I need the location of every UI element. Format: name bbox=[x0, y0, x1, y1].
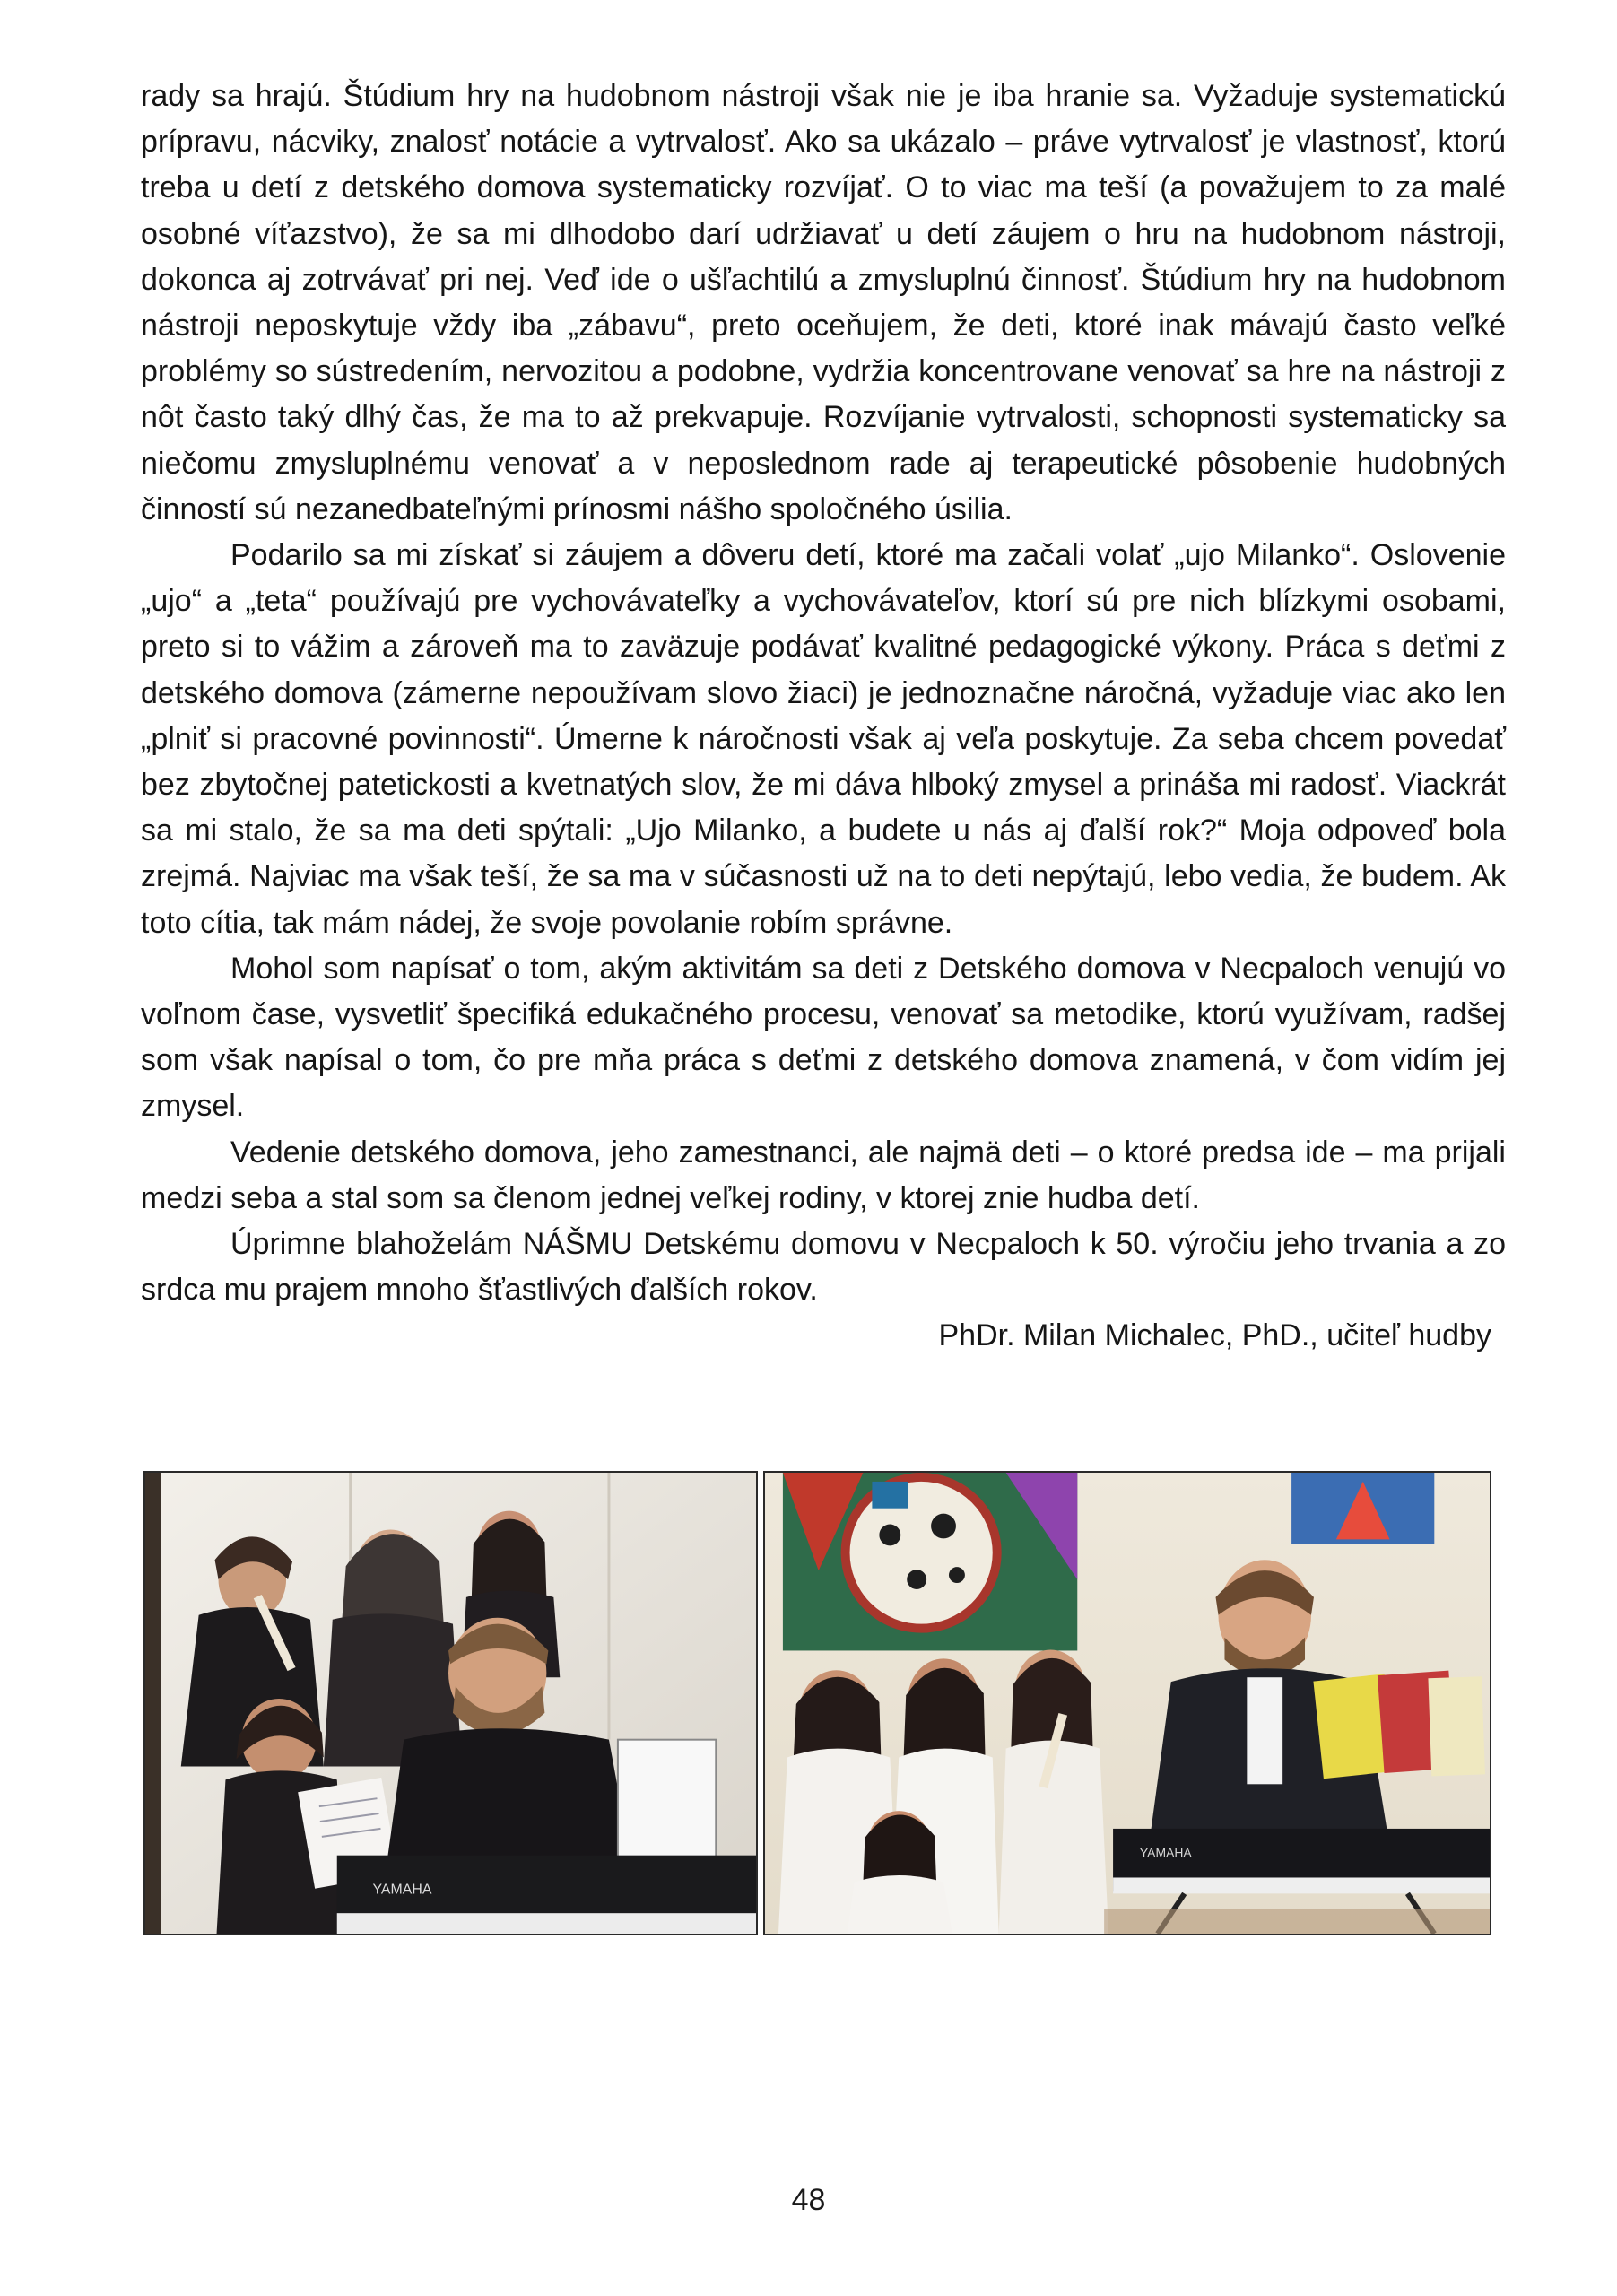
page-number: 48 bbox=[791, 2183, 826, 2217]
photo-left bbox=[143, 1471, 758, 1935]
photo-right bbox=[763, 1471, 1491, 1935]
photo-row bbox=[143, 1471, 1491, 1935]
photo-teacher-at-keyboard-icon bbox=[765, 1473, 1490, 1934]
paragraph-2: Podarilo sa mi získať si záujem a dôveru detí, ktoré ma začali volať „ujo Milanko“. Oslovenie „ujo“ a „teta“ používajú pre vychovávateľky a vychovávateľov, ktorí sú pre nich blízkymi osobami, preto si to vážim a zároveň ma to zaväzuje podávať kvalitné pedagogické výkony. Práca s deťmi z detského domova (zámerne nepoužívam slovo žiaci) je jednoznačne náročná, vyžaduje viac ako len „plniť si pracovné povinnosti“. Úmerne k náročnosti však aj veľa poskytuje. Za seba chcem povedať bez zbytočnej patetickosti a kvetnatých slov, že mi dáva hlboký zmysel a prináša mi radosť. Viackrát sa mi stalo, že sa ma deti spýtali: „Ujo Milanko, a budete u nás aj ďalší rok?“ Moja odpoveď bola zrejmá. Najviac ma však teší, že sa ma v súčasnosti už na to deti nepýtajú, lebo vedia, že budem. Ak toto cítia, tak mám nádej, že svoje povolanie robím správne. bbox=[141, 538, 1506, 940]
paragraph-1: rady sa hrajú. Štúdium hry na hudobnom nástroji však nie je iba hranie sa. Vyžaduje systematickú prípravu, nácviky, znalosť notácie a vytrvalosť. Ako sa ukázalo – práve vytrvalosť je vlastnosť, ktorú treba u detí z detského domova systematicky rozvíjať. O to viac ma teší (a považujem to za malé osobné víťazstvo), že sa mi dlhodobo darí udržiavať u detí záujem o hru na hudobnom nástroji, dokonca aj zotrvávať pri nej. Veď ide o ušľachtilú a zmysluplnú činnosť. Štúdium hry na hudobnom nástroji neposkytuje vždy iba „zábavu“, preto oceňujem, že deti, ktoré inak mávajú často veľké problémy so sústredením, nervozitou a podobne, vydržia koncentrovane venovať sa hre na nástroji z nôt často taký dlhý čas, že ma to až prekvapuje. Rozvíjanie vytrvalosti, schopnosti systematicky sa niečomu zmysluplnému venovať a v neposlednom rade aj terapeutické pôsobenie hudobných činností sú nezanedbateľnými prínosmi nášho spoločného úsilia. bbox=[141, 79, 1506, 526]
keyboard-brand-right: YAMAHA bbox=[1139, 1845, 1192, 1860]
article-body bbox=[141, 74, 1506, 1360]
paragraph-4: Vedenie detského domova, jeho zamestnanci, ale najmä deti – o ktoré predsa ide – ma prijali medzi seba a stal som sa členom jednej veľkej rodiny, v ktorej znie hudba detí. bbox=[141, 1135, 1506, 1215]
photo-group-with-recorders-icon bbox=[145, 1473, 756, 1934]
paragraph-5: Úprimne blahoželám NÁŠMU Detskému domovu v Necpaloch k 50. výročiu jeho trvania a zo srdca mu prajem mnoho šťastlivých ďalších rokov. bbox=[141, 1227, 1506, 1308]
paragraph-3: Mohol som napísať o tom, akým aktivitám sa deti z Detského domova v Necpaloch venujú vo voľnom čase, vysvetliť špecifiká edukačného procesu, venovať sa metodike, ktorú využívam, radšej som však napísal o tom, čo pre mňa práca s deťmi z detského domova znamená, v čom vidím jej zmysel. bbox=[141, 951, 1506, 1124]
keyboard-brand-left: YAMAHA bbox=[372, 1882, 432, 1898]
author-signature: PhDr. Milan Michalec, PhD., učiteľ hudby bbox=[938, 1318, 1491, 1353]
